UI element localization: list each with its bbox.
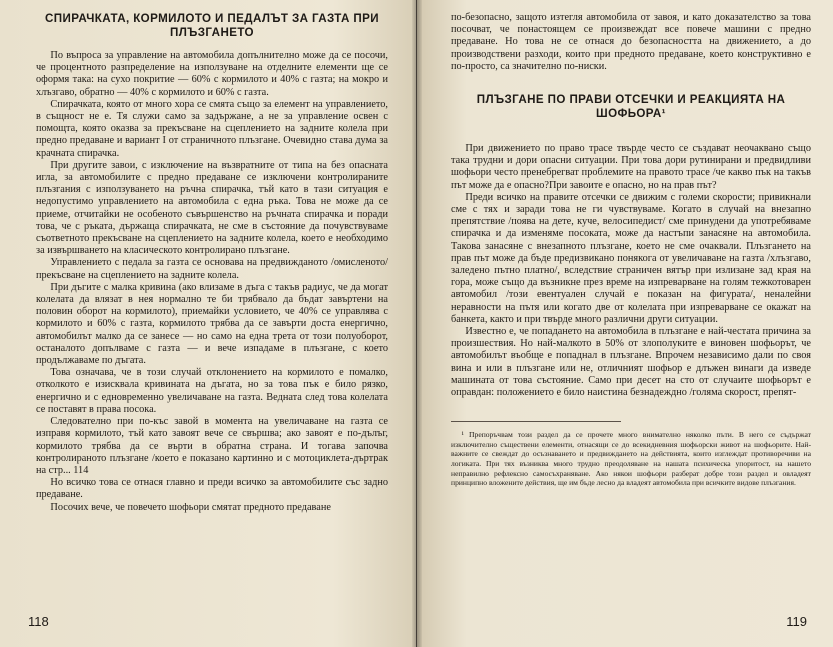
left-page bbox=[0, 0, 416, 647]
left-heading: СПИРАЧКАТА, КОРМИЛОТО И ПЕДАЛЪТ ЗА ГАЗТА ПРИ ПЛЪЗГАНЕТО bbox=[44, 12, 380, 39]
left-paragraph: Управлението с педала за газта се основава на предвижданото /омисленото/ прекъсване на сцеплението на задните колела. bbox=[36, 257, 388, 281]
left-paragraph: Посочих вече, че повечето шофьори смятат предното предаване bbox=[50, 501, 331, 513]
left-paragraph: По въпроса за управление на автомобила допълнително може да се посочи, че процентното разпределение на използуване на отделните елементи ще се оформя така: на сухо покритие — 60% с кормилото и 40% с газта; на мокро и хлъзгаво, обратно — 40% с кормилото и 60% с газта. bbox=[36, 50, 388, 98]
right-page bbox=[417, 0, 833, 647]
footnote: ¹ Препоръчвам този раздел да се прочете много внимателно няколко пъти. В него се съдържат изключително съществени елементи, отнасящи се до всекидневния шофьорски живот на шофьорите. Най-важните се свеждат до осъзнаването и предвиждането на действията, които изглеждат противоречиви на логиката. При тях възниква много трудно преодоляване на нашата психическа упоритост, на нашето неправилно рефлексно самосъхраняване. Ако някои шофьори разберат добре този раздел и овладеят принципно вложените действия, ще им бъде лесно да владеят автомобила при всичките видове плъзгания. bbox=[451, 430, 811, 488]
left-paragraph: При дъгите с малка кривина (ако влизаме в дъга с такъв радиус, че да могат колелата да влязат в нея нормално те би трябвало да бъдат завъртени на половин оборот на кормилото), приемайки условието, че 40% се управлява с кормилото и 60% с газта, кормилото трябва да се завърти доста енергично, автомобилът малко да се занесе — но само на една трета от този полуоборот, останалото допълваме с газта — и вече изпадаме в плъзгане, с което продължаваме по дъгата. bbox=[36, 281, 388, 367]
page-number-left: 118 bbox=[28, 614, 49, 629]
left-paragraph: Следователно при по-къс завой в момента на увеличаване на газта се изправя кормилото, тъй като завоят вече се свършва; ако завоят е по-дълъг, кормилото трябва да се върти в обратна страна. И тогава започва контролираното плъзгане /което е показано картинно и с мотоциклета-дъртрак на стр... 114 bbox=[36, 416, 388, 476]
right-intro-paragraph: по-безопасно, защото изтегля автомобила от завоя, и като доказателство за това посочват, че понастоящем се произвеждат все повече машини с предно предаване. Но това не се отнася до безопасността на движението, а до производствени разходи, които при предното предаване, което конструктивно е по-просто, са значително по-ниски. bbox=[451, 12, 811, 72]
right-paragraph: При движението по право трасе твърде често се създават неочаквано също така трудни и дори опасни ситуации. При това дори рутинирани и предвидливи шофьори често пренебрегват проблемите на правото трасе /че какво пък на такъв път може да е опасно?При завоите е опасно, но на прав път? bbox=[451, 143, 811, 191]
left-page-text bbox=[36, 12, 388, 514]
right-paragraph: Преди всичко на правите отсечки се движим с големи скорости; привикнали сме с тях и заради това не ги чувствуваме. Когато в случай на внезапно препятствие /поява на дете, куче, велосипедист/ сме принудени да употребяваме спирачка и да изменяме посоката, може да настъпи занасяне на автомобила. Такова занасяне с внезапното плъзгане, което не сме очаквали. Плъзгането на прав път може да бъде предизвикано понякога от увеличаване на газта /хлъзгаво, заледено пътно платно/, вследствие страничен вятър при излизане зад края на гора, може също да възникне през време на изпреварване на голям тежкотоварен автомобил /този евентуален случай е показан на фигурата/, неналейни неравности на пътя или когато две от колелата при изпреварване се окажат на банкета, както и при твърде много различни други ситуации. bbox=[451, 191, 811, 325]
right-page-text bbox=[451, 12, 811, 488]
right-paragraph: Известно е, че попадането на автомобила в плъзгане е най-честата причина за произшествия. Но най-малкото в 50% от злополуките е виновен шофьорът, че автомобилът въобще е попаднал в плъзгане. Впрочем независимо дали по своя вина и или в плъзгане или не, отличният шофьор е длъжен винаги да изведе машината от това състояние. Само при десет на сто от случаите шофьорът е оправдан: положението е било наистина безнадеждно /голяма скорост, препят- bbox=[451, 326, 811, 399]
left-paragraph: Това означава, че в този случай отклонението на кормилото е помалко, отколкото е изисквала кривината на дъгата, но за това пък е било рязко, енергично и с едновременно увеличаване на газта. Ведната след това колелата се поставят в права посока. bbox=[36, 367, 388, 415]
left-paragraph: Но всичко това се отнася главно и преди всичко за автомобилите със задно предаване. bbox=[36, 477, 388, 501]
footnote-divider bbox=[451, 421, 621, 422]
page-number-right: 119 bbox=[786, 614, 807, 629]
book-gutter bbox=[412, 0, 422, 647]
left-paragraph: При другите завои, с изключение на възвратните от типа на без опасната игла, за автомобилите с предно предаване се изключени контролираните плъзгания с използуването на ръчна спирачка, тъй като в тази ситуация е недопустимо управлението на автомобила с една ръка. Това не може да се приеме, отчитайки не особеното съвършенство на ръчната спирачка и поради това, че с ръката, държаща спирачката, не сме в състояние да почувствуваме съответното прекъсване на сцеплението на задните колела, което е необходимо за извършването на класическото контролирано плъзгане. bbox=[36, 159, 388, 257]
right-heading: ПЛЪЗГАНЕ ПО ПРАВИ ОТСЕЧКИ И РЕАКЦИЯТА НА ШОФЬОРА¹ bbox=[476, 93, 786, 121]
left-paragraph: Спирачката, която от много хора се смята също за елемент на управлението, в същност не е. Тя служи само за задържане, а не за управление освен с помощта, която оказва за прекъсване на сцеплението на задните колела при предно предаване и вариант I от страничното плъзгане. Очевидно става дума за крачната спирачка. bbox=[36, 98, 388, 159]
